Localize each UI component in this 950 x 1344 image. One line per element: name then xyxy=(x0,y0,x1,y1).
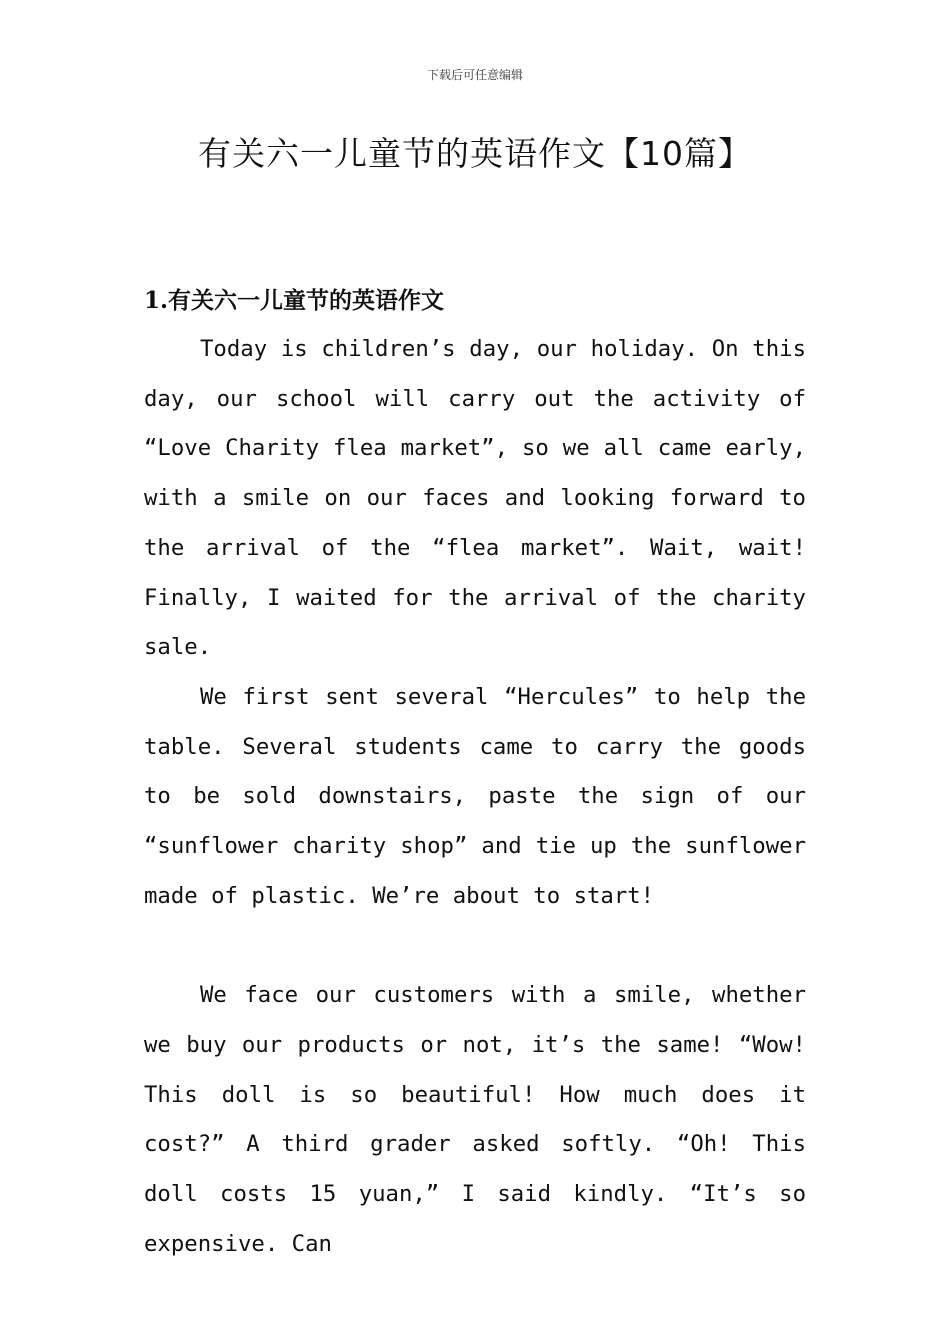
paragraph-3: We face our customers with a smile, whether we buy our products or not, it’s the same! “Wow! This doll is so beautiful! How much does it cost?” A third grader asked softly. “Oh! This doll costs 15 yuan,” I said kindly. “It’s so expensive. Can xyxy=(144,982,806,1257)
paragraph-1: Today is children’s day, our holiday. On this day, our school will carry out the activity of “Love Charity flea market”, so we all came early, with a smile on our faces and looking forward to the arrival of the “flea market”. Wait, wait! Finally, I waited for the arrival of the charity sale. xyxy=(144,336,806,661)
section-heading: 1.有关六一儿童节的英语作文 xyxy=(144,287,445,314)
page-title: 有关六一儿童节的英语作文【10篇】 xyxy=(198,134,752,173)
essay-body xyxy=(144,325,806,1269)
paragraph-spacer xyxy=(144,921,806,971)
paragraph-2: We first sent several “Hercules” to help the table. Several students came to carry the goods to be sold downstairs, paste the sign of our “sunflower charity shop” and tie up the sunflower made of plastic. We’re about to start! xyxy=(144,683,806,909)
header-note: 下载后可任意编辑 xyxy=(426,68,523,82)
